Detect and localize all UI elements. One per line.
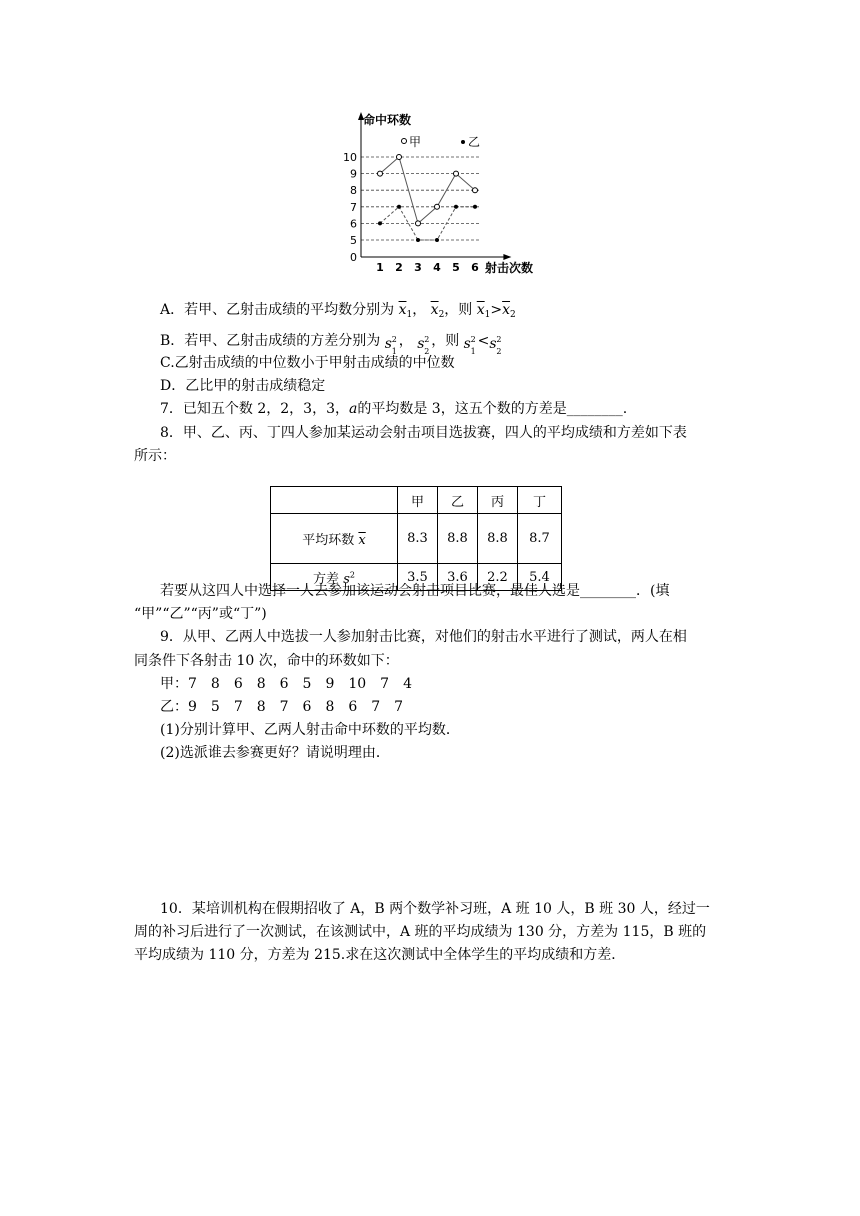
table-row [271,514,562,564]
x-tick-label: 3 [414,261,422,274]
y-tick-label: 5 [350,234,357,247]
q9-yi-scores: 乙：9 5 7 8 7 6 8 6 7 7 [160,699,404,715]
data-point-jia [416,221,421,226]
q9-line-2: 同条件下各射击 10 次，命中的环数如下： [134,653,399,669]
y-tick-label: 10 [343,151,357,164]
y-tick-label: 8 [350,184,357,198]
data-point-yi [416,238,420,242]
data-point-jia [473,188,478,193]
table-header-cell: 乙 [438,487,478,514]
data-point-yi [435,238,439,242]
table-header-cell: 丙 [478,487,518,514]
q9-line-1: 9．从甲、乙两人中选拔一人参加射击比赛，对他们的射击水平进行了测试，两人在相 [160,629,687,645]
data-point-yi [378,221,382,225]
legend-label-yi: 乙 [468,135,481,149]
table-cell: 3.6 [438,564,478,591]
table-cell: 8.8 [438,514,478,564]
table-header-cell: 甲 [398,487,438,514]
x-axis-arrow [503,254,511,260]
data-point-yi [454,205,458,209]
x-tick-label: 4 [433,261,441,274]
q10-line-3: 平均成绩为 110 分，方差为 215.求在这次测试中全体学生的平均成绩和方差． [134,947,626,963]
data-point-yi [473,205,477,209]
chart-ticks [343,151,479,274]
row-label-variance: 方差 $s^2$ [271,564,398,591]
legend-marker-yi [461,140,465,144]
row-label-mean: 平均环数 $\overline{x}$ [271,514,398,564]
table-cell: 5.4 [518,564,562,591]
q8-line-3: 若要从这四人中选择一人去参加该运动会射击项目比赛，最佳人选是________．(填 [160,583,670,599]
x-tick-label: 6 [471,261,479,274]
q10-line-2: 周的补习后进行了一次测试，在该测试中，A 班的平均成绩为 130 分，方差为 115，B 班的 [134,924,707,940]
x-tick-label: 5 [452,261,460,274]
chart-series [378,155,478,243]
x-tick-label: 2 [395,261,403,274]
table-cell: 3.5 [398,564,438,591]
table-cell: 8.8 [478,514,518,564]
table-header-row [271,487,562,514]
q8-line-1: 8．甲、乙、丙、丁四人参加某运动会射击项目选拔赛，四人的平均成绩和方差如下表 [160,425,687,441]
q7-text: 7．已知五个数 2，2，3，3，a的平均数是 3，这五个数的方差是________. [160,401,628,417]
chart-grid [361,157,481,240]
table-cell: 8.7 [518,514,562,564]
q9-sub-1: (1)分别计算甲、乙两人射击命中环数的平均数． [160,722,460,738]
q10-line-1: 10．某培训机构在假期招收了 A，B 两个数学补习班，A 班 10 人，B 班 30 人，经过一 [160,901,710,917]
legend-marker-jia [402,139,407,144]
y-tick-label: 6 [350,217,357,231]
q6-option-b: B．若甲、乙射击成绩的方差分别为 s 2 1 ， s 2 2 ，则 s 2 1 < s 2 2 [160,333,502,356]
chart-axes [358,112,511,260]
table-cell: 8.3 [398,514,438,564]
q8-line-2: 所示： [134,448,176,464]
x-axis-label: 射击次数 [485,261,534,275]
data-point-jia [397,155,402,160]
q6-option-a: A．若甲、乙射击成绩的平均数分别为 $\overline{x}_1$， $\overline{x}_2$，则 $\overline{x}_1>\overline{x}_2$ [160,302,516,320]
shooting-line-chart [335,110,555,280]
y-tick-label: 7 [350,200,357,214]
data-point-jia [435,204,440,209]
data-point-jia [454,171,459,176]
q8-line-4: “甲”“乙”“丙”或“丁”) [134,606,267,622]
q6-option-c: C.乙射击成绩的中位数小于甲射击成绩的中位数 [160,355,455,371]
q6-option-d: D．乙比甲的射击成绩稳定 [160,378,326,394]
y-tick-label: 9 [350,167,357,181]
q8-score-table [270,486,562,591]
y-axis-label: 命中环数 [363,113,412,127]
legend-label-jia: 甲 [409,135,422,149]
legend [402,135,481,149]
table-cell: 2.2 [478,564,518,591]
table-header-cell: 丁 [518,487,562,514]
data-point-yi [397,205,401,209]
x-tick-label: 1 [376,261,384,274]
q9-jia-scores: 甲：7 8 6 8 6 5 9 10 7 4 [160,676,412,692]
data-point-jia [378,171,383,176]
q9-sub-2: (2)选派谁去参赛更好？请说明理由． [160,745,390,761]
y-tick-label: 0 [350,251,357,264]
